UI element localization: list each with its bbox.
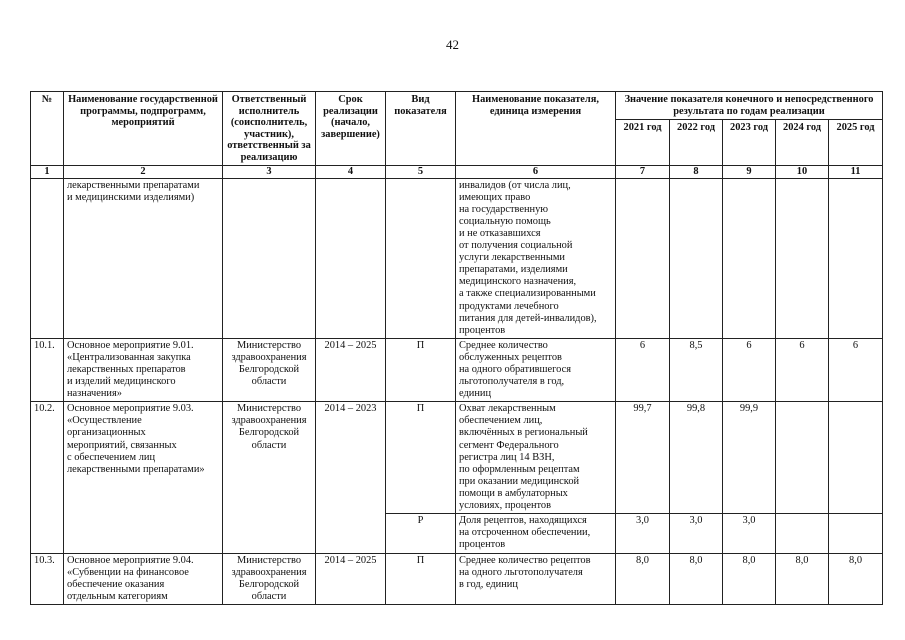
row-value-2021: 6	[616, 338, 670, 401]
header-values-group: Значение показателя конечного и непосредственного результата по годам реализации	[616, 92, 883, 120]
row-value-2022: 99,8	[670, 402, 723, 514]
row-no	[31, 178, 64, 338]
row-value-2022: 8,5	[670, 338, 723, 401]
row-no: 10.3.	[31, 553, 64, 604]
row-value-2024	[776, 514, 829, 553]
row-value-2025	[829, 402, 883, 514]
row-value-2023: 99,9	[723, 402, 776, 514]
row-value-2022: 8,0	[670, 553, 723, 604]
header-year-2022: 2022 год	[670, 120, 723, 165]
header-year-2021: 2021 год	[616, 120, 670, 165]
row-kind: П	[386, 402, 456, 514]
row-executor: Министерство здравоохранения Белгородской области	[223, 553, 316, 604]
row-value-2023: 6	[723, 338, 776, 401]
row-kind: П	[386, 553, 456, 604]
column-number: 3	[223, 165, 316, 178]
row-term	[316, 178, 386, 338]
column-number-row	[31, 165, 883, 178]
row-value-2025: 6	[829, 338, 883, 401]
row-value-2025	[829, 178, 883, 338]
row-no: 10.1.	[31, 338, 64, 401]
header-year-2023: 2023 год	[723, 120, 776, 165]
row-value-2024: 6	[776, 338, 829, 401]
row-value-2024	[776, 178, 829, 338]
header-executor: Ответственный исполнитель (соисполнитель, участник), ответственный за реализацию	[223, 92, 316, 166]
row-kind: Р	[386, 514, 456, 553]
column-number: 7	[616, 165, 670, 178]
row-value-2021: 99,7	[616, 402, 670, 514]
row-value-2024	[776, 402, 829, 514]
row-name: Основное мероприятие 9.04. «Субвенции на финансовое обеспечение оказания отдельным категориям	[64, 553, 223, 604]
page-number: 42	[446, 37, 459, 52]
row-executor: Министерство здравоохранения Белгородской области	[223, 338, 316, 401]
row-value-2022	[670, 178, 723, 338]
table-row	[31, 402, 883, 514]
row-executor	[223, 178, 316, 338]
column-number: 10	[776, 165, 829, 178]
header-year-2025: 2025 год	[829, 120, 883, 165]
row-executor: Министерство здравоохранения Белгородской области	[223, 402, 316, 553]
column-number: 9	[723, 165, 776, 178]
header-name: Наименование государственной программы, подпрограмм, мероприятий	[64, 92, 223, 166]
column-number: 8	[670, 165, 723, 178]
row-value-2023: 3,0	[723, 514, 776, 553]
row-term: 2014 – 2025	[316, 553, 386, 604]
row-kind: П	[386, 338, 456, 401]
header-row-1	[31, 92, 883, 120]
header-year-2024: 2024 год	[776, 120, 829, 165]
row-name: Основное мероприятие 9.01. «Централизованная закупка лекарственных препаратов и изделий медицинского назначения»	[64, 338, 223, 401]
column-number: 1	[31, 165, 64, 178]
row-term: 2014 – 2025	[316, 338, 386, 401]
row-kind	[386, 178, 456, 338]
indicator-table	[30, 91, 883, 605]
row-value-2023	[723, 178, 776, 338]
row-indicator: Доля рецептов, находящихся на отсроченном обеспечении, процентов	[456, 514, 616, 553]
table-row	[31, 178, 883, 338]
row-value-2023: 8,0	[723, 553, 776, 604]
row-value-2025: 8,0	[829, 553, 883, 604]
column-number: 4	[316, 165, 386, 178]
row-value-2022: 3,0	[670, 514, 723, 553]
row-indicator: Среднее количество обслуженных рецептов на одного обратившегося льготополучателя в год, единиц	[456, 338, 616, 401]
row-no: 10.2.	[31, 402, 64, 553]
header-term: Срок реализации (начало, завершение)	[316, 92, 386, 166]
table-row	[31, 553, 883, 604]
column-number: 5	[386, 165, 456, 178]
column-number: 11	[829, 165, 883, 178]
header-indicator: Наименование показателя, единица измерения	[456, 92, 616, 166]
header-no: №	[31, 92, 64, 166]
row-value-2024: 8,0	[776, 553, 829, 604]
row-indicator: Среднее количество рецептов на одного льготополучателя в год, единиц	[456, 553, 616, 604]
column-number: 6	[456, 165, 616, 178]
row-indicator: инвалидов (от числа лиц, имеющих право на государственную социальную помощь и не отказавшихся от получения социальной услуги лекарственными препаратами, изделиями медицинского назначения, а также специализированными продуктами лечебного питания для детей-инвалидов), процентов	[456, 178, 616, 338]
row-value-2021: 3,0	[616, 514, 670, 553]
table-row	[31, 338, 883, 401]
row-value-2021: 8,0	[616, 553, 670, 604]
header-kind: Вид показателя	[386, 92, 456, 166]
column-number: 2	[64, 165, 223, 178]
row-term: 2014 – 2023	[316, 402, 386, 553]
row-value-2021	[616, 178, 670, 338]
row-value-2025	[829, 514, 883, 553]
row-name: Основное мероприятие 9.03. «Осуществление организационных мероприятий, связанных с обеспечением лиц лекарственными препаратами»	[64, 402, 223, 553]
row-name: лекарственными препаратами и медицинскими изделиями)	[64, 178, 223, 338]
row-indicator: Охват лекарственным обеспечением лиц, включённых в региональный сегмент Федерального регистра лиц 14 ВЗН, по оформленным рецептам при оказании медицинской помощи в амбулаторных условиях, процентов	[456, 402, 616, 514]
